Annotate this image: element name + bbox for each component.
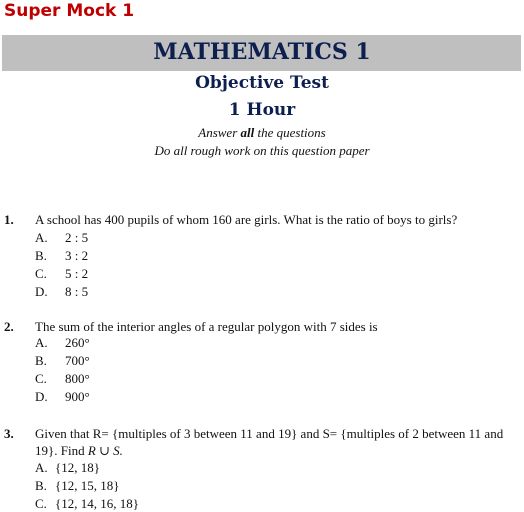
option-value: 3 : 2 <box>65 248 89 263</box>
option-letter: B. <box>35 353 47 368</box>
option-value: 900° <box>65 389 90 404</box>
option-value: 8 : 5 <box>65 284 89 299</box>
question-text: A school has 400 pupils of whom 160 are girls. What is the ratio of boys to girls? <box>35 212 458 227</box>
option-letter: A. <box>35 230 48 245</box>
option-value: 700° <box>65 353 90 368</box>
option-value: 5 : 2 <box>65 266 89 281</box>
option-value: 800° <box>65 371 90 386</box>
instruction-emphasis: all <box>240 125 255 140</box>
option-letter: A. <box>35 335 48 350</box>
question-text <box>35 425 521 459</box>
option-letter: A. <box>35 460 48 475</box>
option-letter: B. <box>35 478 47 493</box>
option-value: 2 : 5 <box>65 230 89 245</box>
question-text-main: Given that R= {multiples of 3 between 11 and 19} and S= {multiples of 2 between 11 and 19}. Find <box>35 426 504 458</box>
option-letter: C. <box>35 371 47 386</box>
option-letter: D. <box>35 284 48 299</box>
option-letter: C. <box>35 496 47 511</box>
option-letter: D. <box>35 389 48 404</box>
question-number: 3. <box>4 426 14 441</box>
question-text: The sum of the interior angles of a regular polygon with 7 sides is <box>35 319 378 334</box>
instruction-answer-all <box>0 125 524 141</box>
option-value: 260° <box>65 335 90 350</box>
instruction-text: Answer <box>198 125 241 140</box>
option-value: {12, 14, 16, 18} <box>55 496 139 511</box>
option-letter: C. <box>35 266 47 281</box>
test-type: Objective Test <box>195 73 329 93</box>
question-number: 1. <box>4 212 14 227</box>
option-letter: B. <box>35 248 47 263</box>
subject-title: MATHEMATICS 1 <box>153 39 371 65</box>
instruction-rough-work: Do all rough work on this question paper <box>154 143 370 158</box>
option-value: {12, 15, 18} <box>55 478 120 493</box>
mock-label: Super Mock 1 <box>4 1 135 21</box>
set-expression: R ∪ S. <box>87 443 123 458</box>
duration: 1 Hour <box>228 100 296 120</box>
instruction-text: the questions <box>254 125 326 140</box>
option-value: {12, 18} <box>55 460 100 475</box>
question-number: 2. <box>4 319 14 334</box>
